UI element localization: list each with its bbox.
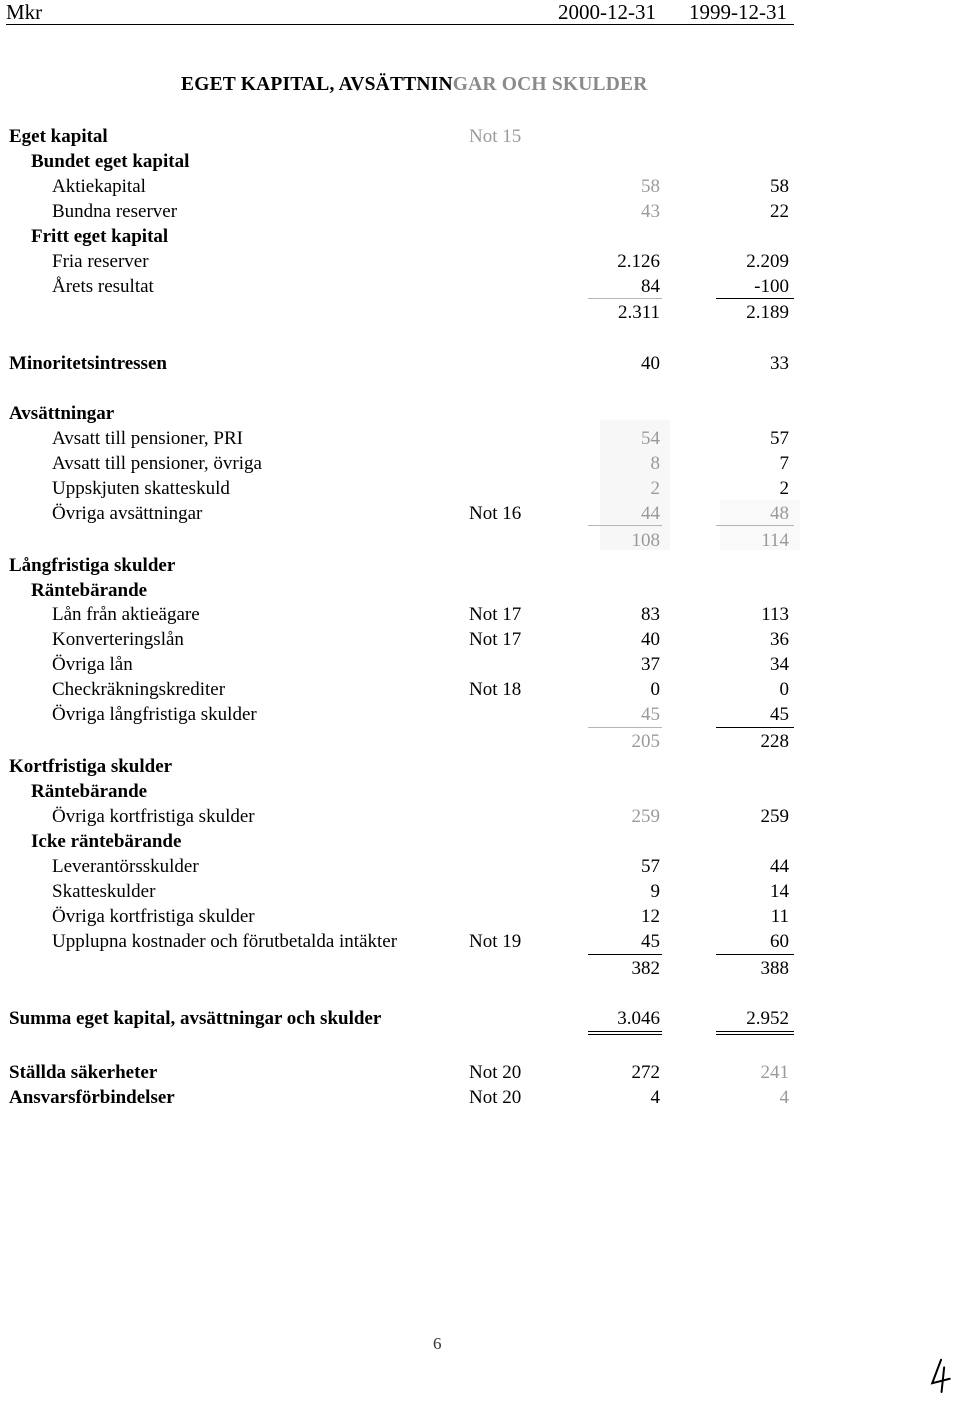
subtotal-rule xyxy=(588,298,662,299)
table-row: Konverteringslån Not 17 40 36 xyxy=(52,629,789,650)
handwritten-initial-icon xyxy=(923,1356,959,1406)
contingent-row: Ansvarsförbindelser Not 20 4 4 xyxy=(9,1087,789,1108)
subtotal-rule xyxy=(716,525,794,526)
free-equity-heading: Fritt eget kapital xyxy=(31,226,169,247)
double-rule xyxy=(716,1031,794,1032)
subtotal-rule xyxy=(588,954,662,955)
subtotal-rule xyxy=(716,954,794,955)
free-equity-heading-row xyxy=(0,226,960,251)
longterm-subheading: Räntebärande xyxy=(31,580,148,601)
column-header xyxy=(6,0,794,26)
table-row: Aktiekapital 58 58 xyxy=(52,176,789,197)
subtotal-rule xyxy=(716,298,794,299)
table-row: Upplupna kostnader och förutbetalda intäkter Not 19 45 60 xyxy=(52,931,789,952)
minority-row: Minoritetsintressen 40 33 xyxy=(9,353,789,374)
table-row: Avsatt till pensioner, PRI 54 57 xyxy=(52,428,789,449)
subtotal-rule xyxy=(588,525,662,526)
longterm-sub-row xyxy=(0,580,960,605)
unit-label: Mkr xyxy=(6,0,43,24)
column-2000-header: 2000-12-31 xyxy=(558,0,656,24)
equity-note: Not 15 xyxy=(469,126,522,147)
equity-heading-row xyxy=(0,126,960,151)
table-row: Övriga kortfristiga skulder 259 259 xyxy=(52,806,789,827)
longterm-heading: Långfristiga skulder xyxy=(9,555,176,576)
shortterm-noninterest-row xyxy=(0,831,960,856)
table-row: Övriga avsättningar Not 16 44 48 xyxy=(52,503,789,524)
page-title: EGET KAPITAL, AVSÄTTNINGAR OCH SKULDER xyxy=(181,74,648,95)
pledged-row: Ställda säkerheter Not 20 272 241 xyxy=(9,1062,789,1083)
shortterm-heading: Kortfristiga skulder xyxy=(9,756,173,777)
shortterm-interest-subheading: Räntebärande xyxy=(31,781,148,802)
table-row: Fria reserver 2.126 2.209 xyxy=(52,251,789,272)
restricted-equity-heading: Bundet eget kapital xyxy=(31,151,190,172)
table-row: Avsatt till pensioner, övriga 8 7 xyxy=(52,453,789,474)
double-rule xyxy=(716,1034,794,1035)
equity-heading: Eget kapital xyxy=(9,126,108,147)
equity-total-row: 2.311 2.189 xyxy=(617,302,789,323)
provisions-heading: Avsättningar xyxy=(9,403,115,424)
table-row: Uppskjuten skatteskuld 2 2 xyxy=(52,478,789,499)
shortterm-interest-row xyxy=(0,781,960,806)
table-row: Bundna reserver 43 22 xyxy=(52,201,789,222)
provisions-total-row: 108 114 xyxy=(631,530,789,551)
table-row: Årets resultat 84 -100 xyxy=(52,276,789,297)
double-rule xyxy=(588,1031,662,1032)
table-row: Övriga kortfristiga skulder 12 11 xyxy=(52,906,789,927)
shortterm-heading-row xyxy=(0,756,960,781)
page-number: 6 xyxy=(433,1334,442,1353)
table-row: Leverantörsskulder 57 44 xyxy=(52,856,789,877)
header-rule xyxy=(6,24,794,25)
table-row: Lån från aktieägare Not 17 83 113 xyxy=(52,604,789,625)
restricted-equity-heading-row xyxy=(0,151,960,176)
table-row: Skatteskulder 9 14 xyxy=(52,881,789,902)
grand-total-row: Summa eget kapital, avsättningar och skulder 3.046 2.952 xyxy=(9,1008,789,1029)
provisions-heading-row xyxy=(0,403,960,428)
longterm-total-row: 205 228 xyxy=(631,731,789,752)
subtotal-rule xyxy=(716,727,794,728)
shortterm-total-row: 382 388 xyxy=(631,958,789,979)
table-row: Övriga lån 37 34 xyxy=(52,654,789,675)
longterm-heading-row xyxy=(0,555,960,580)
column-1999-header: 1999-12-31 xyxy=(689,0,787,24)
double-rule xyxy=(588,1034,662,1035)
subtotal-rule xyxy=(588,727,662,728)
table-row: Övriga långfristiga skulder 45 45 xyxy=(52,704,789,725)
shortterm-noninterest-subheading: Icke räntebärande xyxy=(31,831,182,852)
table-row: Checkräkningskrediter Not 18 0 0 xyxy=(52,679,789,700)
